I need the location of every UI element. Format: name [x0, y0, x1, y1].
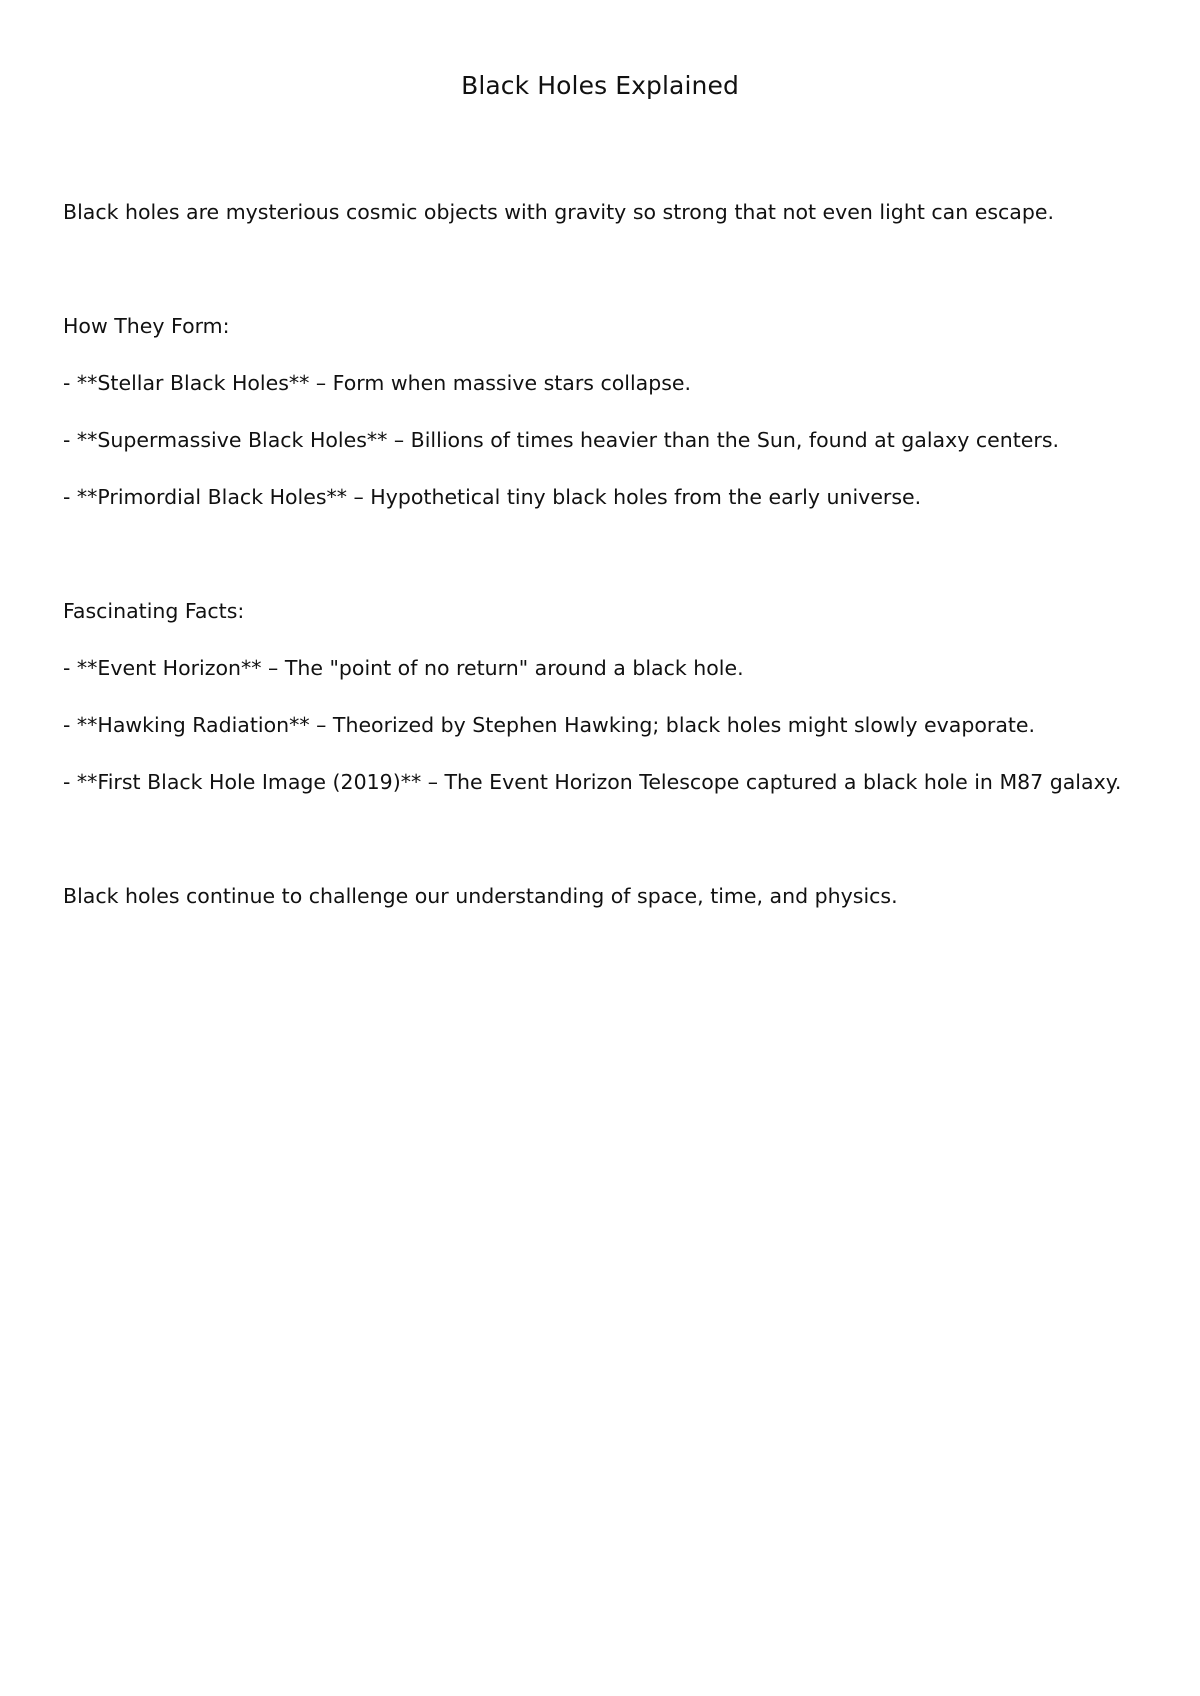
- intro-paragraph: Black holes are mysterious cosmic objects with gravity so strong that not even light can escape.: [63, 200, 1054, 224]
- document-title: Black Holes Explained: [461, 71, 739, 100]
- paragraph-spacer: [63, 811, 1143, 868]
- section-heading-facts: Fascinating Facts:: [63, 599, 245, 623]
- paragraph-spacer: [63, 241, 1143, 298]
- list-item-first-black-hole-image: - **First Black Hole Image (2019)** – The Event Horizon Telescope captured a black hole in M87 galaxy.: [63, 770, 1122, 794]
- list-item-supermassive-black-holes: - **Supermassive Black Holes** – Billions of times heavier than the Sun, found at galaxy centers.: [63, 428, 1060, 452]
- document-body: [63, 184, 1143, 925]
- list-item-stellar-black-holes: - **Stellar Black Holes** – Form when massive stars collapse.: [63, 371, 692, 395]
- list-item-event-horizon: - **Event Horizon** – The "point of no return" around a black hole.: [63, 656, 744, 680]
- conclusion-paragraph: Black holes continue to challenge our understanding of space, time, and physics.: [63, 884, 898, 908]
- list-item-primordial-black-holes: - **Primordial Black Holes** – Hypothetical tiny black holes from the early universe.: [63, 485, 922, 509]
- list-item-hawking-radiation: - **Hawking Radiation** – Theorized by Stephen Hawking; black holes might slowly evaporate.: [63, 713, 1036, 737]
- paragraph-spacer: [63, 526, 1143, 583]
- section-heading-formation: How They Form:: [63, 314, 230, 338]
